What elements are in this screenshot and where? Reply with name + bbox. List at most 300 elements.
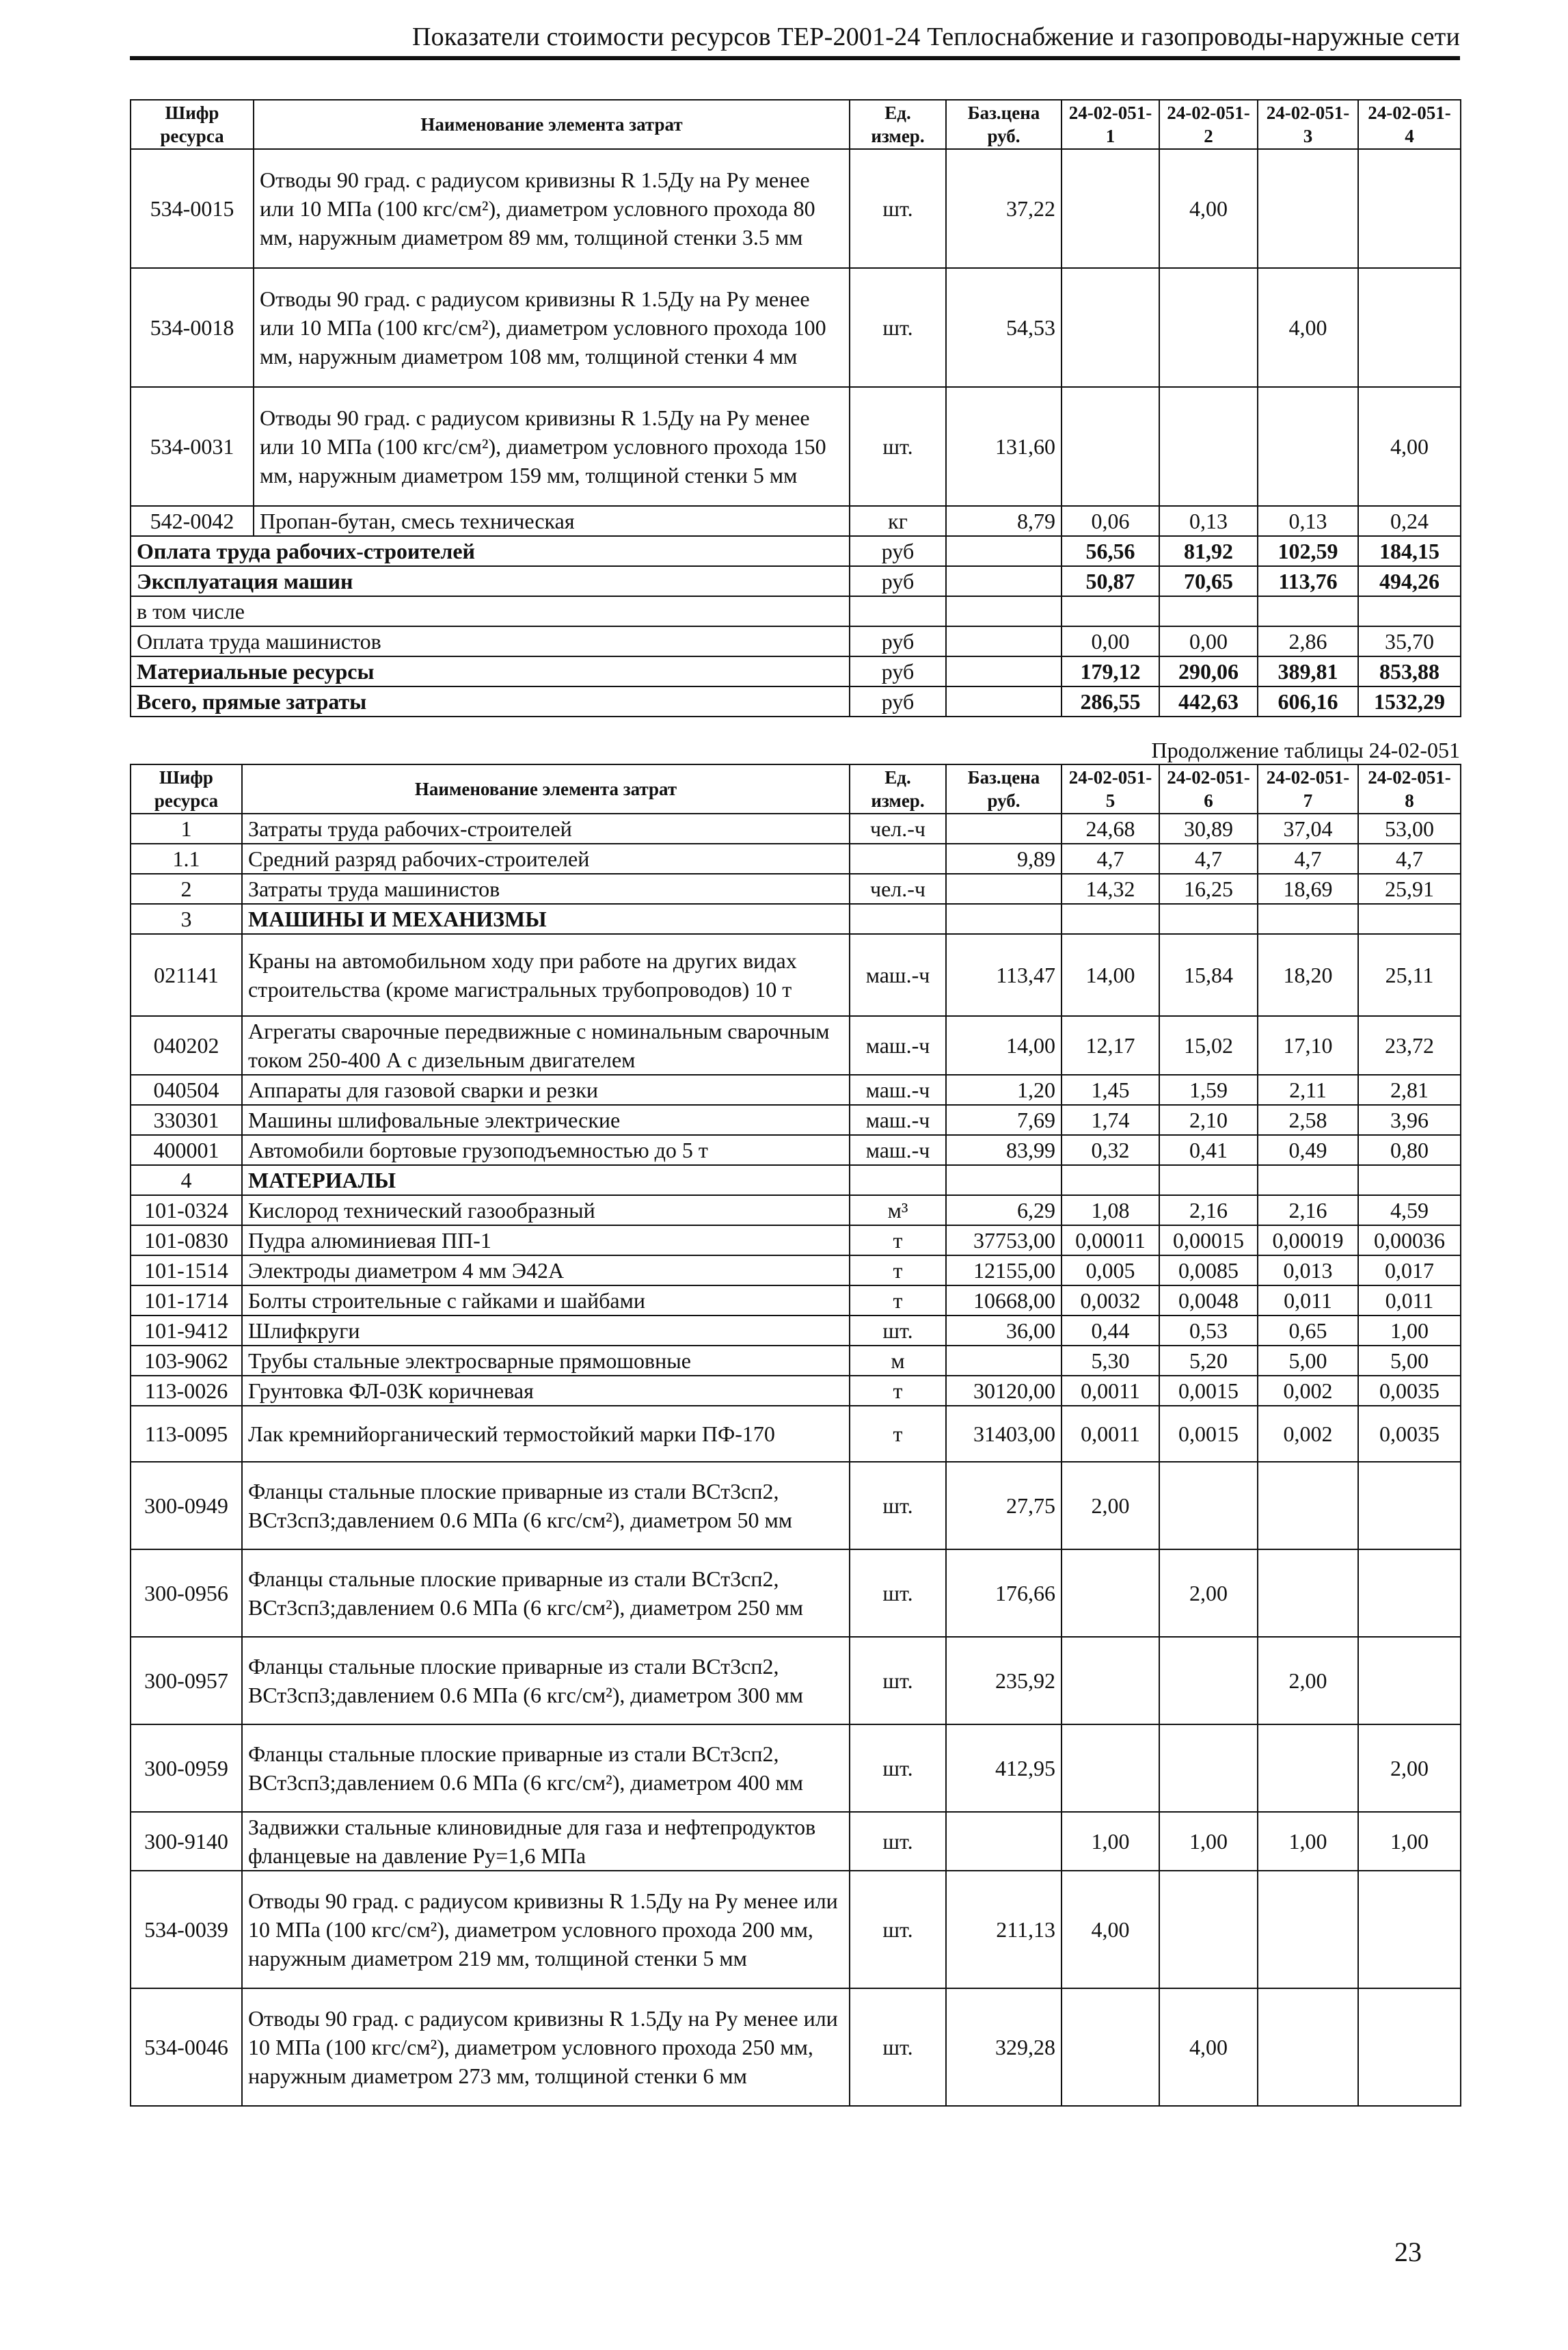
summary-value-cell: 81,92 [1159, 536, 1258, 566]
norm-value-cell: 0,13 [1159, 506, 1258, 536]
summary-value-cell: 290,06 [1159, 656, 1258, 686]
unit-cell: шт. [850, 149, 946, 268]
resource-code-cell: 101-0830 [131, 1225, 242, 1255]
col-header-c4: 24-02-051-4 [1358, 100, 1461, 149]
table-continuation-caption: Продолжение таблицы 24-02-051 [1151, 738, 1460, 762]
resource-name-cell: Задвижки стальные клиновидные для газа и нефтепродуктов фланцевые на давление Ру=1,6 МПа [242, 1812, 850, 1871]
resource-name-cell: Затраты труда рабочих-строителей [242, 814, 850, 844]
norm-value-cell: 0,24 [1358, 506, 1461, 536]
norm-value-cell: 0,80 [1358, 1135, 1461, 1165]
norm-value-cell [1358, 1165, 1461, 1195]
norm-value-cell: 0,13 [1258, 506, 1358, 536]
norm-value-cell: 2,10 [1159, 1105, 1258, 1135]
norm-value-cell: 0,41 [1159, 1135, 1258, 1165]
base-price-cell: 113,47 [946, 934, 1062, 1016]
resource-code-cell: 300-0949 [131, 1462, 242, 1549]
unit-cell [850, 1165, 946, 1195]
norm-value-cell: 0,0032 [1062, 1285, 1159, 1316]
resource-name-cell: МАТЕРИАЛЫ [242, 1165, 850, 1195]
norm-value-cell: 16,25 [1159, 874, 1258, 904]
norm-value-cell: 1,59 [1159, 1075, 1258, 1105]
norm-value-cell: 0,0015 [1159, 1376, 1258, 1406]
summary-value-cell: 0,00 [1159, 626, 1258, 656]
resource-code-cell: 534-0039 [131, 1871, 242, 1988]
norm-value-cell [1159, 1724, 1258, 1812]
table-row [131, 1871, 1461, 1988]
table-row [131, 1195, 1461, 1225]
summary-label-cell: Оплата труда машинистов [131, 626, 850, 656]
base-price-cell [946, 1165, 1062, 1195]
norm-value-cell [1159, 1462, 1258, 1549]
resource-code-cell: 534-0031 [131, 387, 254, 506]
norm-value-cell: 4,00 [1062, 1871, 1159, 1988]
norm-value-cell: 0,32 [1062, 1135, 1159, 1165]
base-price-cell: 9,89 [946, 844, 1062, 874]
table-row [131, 934, 1461, 1016]
table-row [131, 1285, 1461, 1316]
norm-value-cell: 5,30 [1062, 1346, 1159, 1376]
summary-value-cell [1258, 596, 1358, 626]
norm-value-cell [1159, 1637, 1258, 1724]
norm-value-cell: 5,00 [1258, 1346, 1358, 1376]
summary-value-cell [1159, 596, 1258, 626]
resource-code-cell: 021141 [131, 934, 242, 1016]
table-row [131, 1225, 1461, 1255]
base-price-cell [946, 874, 1062, 904]
resource-name-cell: Пудра алюминиевая ПП-1 [242, 1225, 850, 1255]
unit-cell: руб [850, 536, 946, 566]
col-header-unit: Ед. измер. [850, 100, 946, 149]
norm-value-cell [1358, 1462, 1461, 1549]
col-header-c5: 24-02-051-5 [1062, 764, 1159, 814]
resource-code-cell: 534-0018 [131, 268, 254, 387]
summary-value-cell: 389,81 [1258, 656, 1358, 686]
norm-value-cell: 0,0048 [1159, 1285, 1258, 1316]
resource-name-cell: Фланцы стальные плоские приварные из стали ВСт3сп2, ВСт3сп3;давлением 0.6 МПа (6 кгс/см²), диаметром 250 мм [242, 1549, 850, 1637]
norm-value-cell: 25,11 [1358, 934, 1461, 1016]
resource-name-cell: Лак кремнийорганический термостойкий марки ПФ-170 [242, 1406, 850, 1462]
base-price-cell: 329,28 [946, 1988, 1062, 2106]
resource-code-cell: 2 [131, 874, 242, 904]
norm-value-cell: 4,59 [1358, 1195, 1461, 1225]
norm-value-cell: 1,00 [1358, 1812, 1461, 1871]
norm-value-cell: 0,013 [1258, 1255, 1358, 1285]
summary-value-cell: 0,00 [1062, 626, 1159, 656]
norm-value-cell [1062, 149, 1159, 268]
col-header-c3: 24-02-051-3 [1258, 100, 1358, 149]
unit-cell: руб [850, 686, 946, 717]
resource-code-cell: 300-0956 [131, 1549, 242, 1637]
resource-name-cell: Фланцы стальные плоские приварные из стали ВСт3сп2, ВСт3сп3;давлением 0.6 МПа (6 кгс/см²), диаметром 400 мм [242, 1724, 850, 1812]
base-price-cell: 83,99 [946, 1135, 1062, 1165]
resource-code-cell: 1 [131, 814, 242, 844]
base-price-cell: 412,95 [946, 1724, 1062, 1812]
base-price-cell: 30120,00 [946, 1376, 1062, 1406]
norm-value-cell: 25,91 [1358, 874, 1461, 904]
col-header-c8: 24-02-051-8 [1358, 764, 1461, 814]
table-row [131, 874, 1461, 904]
resource-name-cell: Средний разряд рабочих-строителей [242, 844, 850, 874]
norm-value-cell: 4,00 [1159, 1988, 1258, 2106]
resource-table-b [130, 764, 1461, 2107]
norm-value-cell [1258, 1871, 1358, 1988]
unit-cell: маш.-ч [850, 1135, 946, 1165]
unit-cell: т [850, 1406, 946, 1462]
page-header-title: Показатели стоимости ресурсов ТЕР-2001-24 Теплоснабжение и газопроводы-наружные сети [412, 23, 1460, 51]
summary-value-cell [1062, 596, 1159, 626]
norm-value-cell [1258, 1988, 1358, 2106]
norm-value-cell: 0,44 [1062, 1316, 1159, 1346]
norm-value-cell: 0,011 [1358, 1285, 1461, 1316]
resource-code-cell: 300-9140 [131, 1812, 242, 1871]
norm-value-cell: 4,00 [1258, 268, 1358, 387]
summary-row [131, 596, 1461, 626]
norm-value-cell: 2,00 [1159, 1549, 1258, 1637]
unit-cell: шт. [850, 1812, 946, 1871]
norm-value-cell: 1,00 [1062, 1812, 1159, 1871]
summary-label-cell: Материальные ресурсы [131, 656, 850, 686]
norm-value-cell: 23,72 [1358, 1016, 1461, 1075]
norm-value-cell: 17,10 [1258, 1016, 1358, 1075]
summary-value-cell: 35,70 [1358, 626, 1461, 656]
resource-code-cell: 400001 [131, 1135, 242, 1165]
col-header-c6: 24-02-051-6 [1159, 764, 1258, 814]
base-price-cell: 1,20 [946, 1075, 1062, 1105]
unit-cell: шт. [850, 268, 946, 387]
resource-code-cell: 101-0324 [131, 1195, 242, 1225]
summary-row [131, 566, 1461, 596]
norm-value-cell: 0,00019 [1258, 1225, 1358, 1255]
norm-value-cell: 53,00 [1358, 814, 1461, 844]
norm-value-cell: 0,0011 [1062, 1406, 1159, 1462]
table-row [131, 1016, 1461, 1075]
table-row [131, 1075, 1461, 1105]
col-header-price: Баз.цена руб. [946, 100, 1062, 149]
norm-value-cell: 14,00 [1062, 934, 1159, 1016]
unit-cell: шт. [850, 1549, 946, 1637]
unit-cell [850, 596, 946, 626]
col-header-unit: Ед. измер. [850, 764, 946, 814]
unit-cell: руб [850, 626, 946, 656]
table-row [131, 1988, 1461, 2106]
norm-value-cell: 0,0085 [1159, 1255, 1258, 1285]
col-header-c2: 24-02-051-2 [1159, 100, 1258, 149]
table-row [131, 1724, 1461, 1812]
norm-value-cell: 0,65 [1258, 1316, 1358, 1346]
resource-name-cell: Кислород технический газообразный [242, 1195, 850, 1225]
norm-value-cell: 0,06 [1062, 506, 1159, 536]
unit-cell: маш.-ч [850, 934, 946, 1016]
norm-value-cell [1159, 268, 1258, 387]
base-price-cell [946, 686, 1062, 717]
resource-code-cell: 330301 [131, 1105, 242, 1135]
norm-value-cell: 0,0035 [1358, 1376, 1461, 1406]
resource-name-cell: Отводы 90 град. с радиусом кривизны R 1.5Ду на Ру менее или 10 МПа (100 кгс/см²), диаметром условного прохода 200 мм, наружным диаметром 219 мм, толщиной стенки 5 мм [242, 1871, 850, 1988]
norm-value-cell: 4,7 [1358, 844, 1461, 874]
resource-name-cell: Грунтовка ФЛ-03К коричневая [242, 1376, 850, 1406]
resource-code-cell: 101-9412 [131, 1316, 242, 1346]
table-row [131, 814, 1461, 844]
resource-code-cell: 040504 [131, 1075, 242, 1105]
table-row [131, 149, 1461, 268]
table-row [131, 1406, 1461, 1462]
unit-cell: шт. [850, 1988, 946, 2106]
table-row [131, 1105, 1461, 1135]
norm-value-cell: 3,96 [1358, 1105, 1461, 1135]
summary-value-cell [1358, 596, 1461, 626]
norm-value-cell [1258, 149, 1358, 268]
norm-value-cell [1358, 268, 1461, 387]
resource-code-cell: 103-9062 [131, 1346, 242, 1376]
base-price-cell: 7,69 [946, 1105, 1062, 1135]
norm-value-cell: 5,20 [1159, 1346, 1258, 1376]
summary-row [131, 686, 1461, 717]
resource-name-cell: Электроды диаметром 4 мм Э42А [242, 1255, 850, 1285]
summary-label-cell: Эксплуатация машин [131, 566, 850, 596]
base-price-cell: 235,92 [946, 1637, 1062, 1724]
resource-code-cell: 534-0015 [131, 149, 254, 268]
norm-value-cell: 14,32 [1062, 874, 1159, 904]
base-price-cell: 131,60 [946, 387, 1062, 506]
table-row [131, 1316, 1461, 1346]
norm-value-cell: 1,08 [1062, 1195, 1159, 1225]
summary-label-cell: Оплата труда рабочих-строителей [131, 536, 850, 566]
norm-value-cell: 15,02 [1159, 1016, 1258, 1075]
summary-value-cell: 442,63 [1159, 686, 1258, 717]
norm-value-cell: 18,20 [1258, 934, 1358, 1016]
base-price-cell: 37753,00 [946, 1225, 1062, 1255]
base-price-cell: 12155,00 [946, 1255, 1062, 1285]
norm-value-cell: 2,16 [1159, 1195, 1258, 1225]
col-header-code: Шифр ресурса [131, 100, 254, 149]
norm-value-cell [1358, 149, 1461, 268]
base-price-cell [946, 596, 1062, 626]
resource-name-cell: Краны на автомобильном ходу при работе на других видах строительства (кроме магистральных трубопроводов) 10 т [242, 934, 850, 1016]
unit-cell: руб [850, 566, 946, 596]
unit-cell [850, 844, 946, 874]
col-header-name: Наименование элемента затрат [254, 100, 850, 149]
norm-value-cell [1358, 904, 1461, 934]
norm-value-cell [1062, 268, 1159, 387]
norm-value-cell: 0,49 [1258, 1135, 1358, 1165]
norm-value-cell [1159, 1871, 1258, 1988]
norm-value-cell [1358, 1871, 1461, 1988]
base-price-cell: 36,00 [946, 1316, 1062, 1346]
base-price-cell: 6,29 [946, 1195, 1062, 1225]
norm-value-cell [1159, 1165, 1258, 1195]
resource-name-cell: Агрегаты сварочные передвижные с номинальным сварочным током 250-400 А с дизельным двигателем [242, 1016, 850, 1075]
norm-value-cell: 0,0011 [1062, 1376, 1159, 1406]
norm-value-cell: 24,68 [1062, 814, 1159, 844]
table-row [131, 1812, 1461, 1871]
norm-value-cell: 0,53 [1159, 1316, 1258, 1346]
norm-value-cell [1258, 1462, 1358, 1549]
resource-name-cell: Отводы 90 град. с радиусом кривизны R 1.5Ду на Ру менее или 10 МПа (100 кгс/см²), диаметром условного прохода 150 мм, наружным диаметром 159 мм, толщиной стенки 5 мм [254, 387, 850, 506]
unit-cell: т [850, 1285, 946, 1316]
resource-code-cell: 534-0046 [131, 1988, 242, 2106]
resource-name-cell: Отводы 90 град. с радиусом кривизны R 1.5Ду на Ру менее или 10 МПа (100 кгс/см²), диаметром условного прохода 80 мм, наружным диаметром 89 мм, толщиной стенки 3.5 мм [254, 149, 850, 268]
norm-value-cell [1258, 1724, 1358, 1812]
resource-code-cell: 101-1714 [131, 1285, 242, 1316]
base-price-cell [946, 536, 1062, 566]
unit-cell: м [850, 1346, 946, 1376]
resource-name-cell: Шлифкруги [242, 1316, 850, 1346]
norm-value-cell: 2,00 [1358, 1724, 1461, 1812]
unit-cell: чел.-ч [850, 814, 946, 844]
resource-code-cell: 040202 [131, 1016, 242, 1075]
unit-cell: шт. [850, 1316, 946, 1346]
norm-value-cell: 5,00 [1358, 1346, 1461, 1376]
unit-cell: маш.-ч [850, 1105, 946, 1135]
table-row [131, 1135, 1461, 1165]
resource-table-a [130, 99, 1461, 717]
unit-cell: чел.-ч [850, 874, 946, 904]
base-price-cell: 8,79 [946, 506, 1062, 536]
unit-cell: шт. [850, 1724, 946, 1812]
base-price-cell: 27,75 [946, 1462, 1062, 1549]
norm-value-cell [1159, 387, 1258, 506]
summary-value-cell: 853,88 [1358, 656, 1461, 686]
resource-name-cell: Машины шлифовальные электрические [242, 1105, 850, 1135]
table-row [131, 1346, 1461, 1376]
table-b-header-row [131, 764, 1461, 814]
norm-value-cell: 2,58 [1258, 1105, 1358, 1135]
summary-value-cell: 113,76 [1258, 566, 1358, 596]
summary-value-cell: 102,59 [1258, 536, 1358, 566]
col-header-code: Шифр ресурса [131, 764, 242, 814]
norm-value-cell [1358, 1637, 1461, 1724]
base-price-cell [946, 1346, 1062, 1376]
summary-row [131, 656, 1461, 686]
norm-value-cell: 0,00011 [1062, 1225, 1159, 1255]
norm-value-cell [1062, 387, 1159, 506]
norm-value-cell: 0,0035 [1358, 1406, 1461, 1462]
summary-value-cell: 70,65 [1159, 566, 1258, 596]
norm-value-cell [1358, 1988, 1461, 2106]
norm-value-cell: 0,017 [1358, 1255, 1461, 1285]
table-a-header-row [131, 100, 1461, 149]
base-price-cell: 54,53 [946, 268, 1062, 387]
summary-value-cell: 494,26 [1358, 566, 1461, 596]
norm-value-cell: 4,00 [1358, 387, 1461, 506]
norm-value-cell: 1,00 [1258, 1812, 1358, 1871]
norm-value-cell: 0,002 [1258, 1376, 1358, 1406]
norm-value-cell [1062, 1637, 1159, 1724]
resource-name-cell: МАШИНЫ И МЕХАНИЗМЫ [242, 904, 850, 934]
norm-value-cell: 4,7 [1159, 844, 1258, 874]
unit-cell: т [850, 1225, 946, 1255]
table-row [131, 268, 1461, 387]
resource-code-cell: 300-0959 [131, 1724, 242, 1812]
summary-value-cell: 1532,29 [1358, 686, 1461, 717]
resource-code-cell: 101-1514 [131, 1255, 242, 1285]
resource-name-cell: Затраты труда машинистов [242, 874, 850, 904]
resource-name-cell: Отводы 90 град. с радиусом кривизны R 1.5Ду на Ру менее или 10 МПа (100 кгс/см²), диаметром условного прохода 100 мм, наружным диаметром 108 мм, толщиной стенки 4 мм [254, 268, 850, 387]
table-row [131, 1255, 1461, 1285]
norm-value-cell: 0,00036 [1358, 1225, 1461, 1255]
unit-cell: т [850, 1376, 946, 1406]
resource-name-cell: Автомобили бортовые грузоподъемностью до 5 т [242, 1135, 850, 1165]
resource-name-cell: Пропан-бутан, смесь техническая [254, 506, 850, 536]
norm-value-cell [1258, 904, 1358, 934]
norm-value-cell: 4,00 [1159, 149, 1258, 268]
resource-code-cell: 300-0957 [131, 1637, 242, 1724]
base-price-cell [946, 626, 1062, 656]
base-price-cell: 211,13 [946, 1871, 1062, 1988]
table-row [131, 904, 1461, 934]
norm-value-cell: 18,69 [1258, 874, 1358, 904]
norm-value-cell [1062, 1549, 1159, 1637]
resource-name-cell: Аппараты для газовой сварки и резки [242, 1075, 850, 1105]
unit-cell: кг [850, 506, 946, 536]
resource-name-cell: Болты строительные с гайками и шайбами [242, 1285, 850, 1316]
norm-value-cell [1062, 1724, 1159, 1812]
base-price-cell: 176,66 [946, 1549, 1062, 1637]
norm-value-cell: 2,11 [1258, 1075, 1358, 1105]
norm-value-cell: 0,0015 [1159, 1406, 1258, 1462]
unit-cell: шт. [850, 1637, 946, 1724]
base-price-cell [946, 566, 1062, 596]
norm-value-cell: 4,7 [1258, 844, 1358, 874]
table-row [131, 844, 1461, 874]
norm-value-cell [1159, 904, 1258, 934]
resource-code-cell: 113-0026 [131, 1376, 242, 1406]
resource-name-cell: Фланцы стальные плоские приварные из стали ВСт3сп2, ВСт3сп3;давлением 0.6 МПа (6 кгс/см²), диаметром 300 мм [242, 1637, 850, 1724]
norm-value-cell [1258, 1165, 1358, 1195]
resource-name-cell: Фланцы стальные плоские приварные из стали ВСт3сп2, ВСт3сп3;давлением 0.6 МПа (6 кгс/см²), диаметром 50 мм [242, 1462, 850, 1549]
norm-value-cell: 12,17 [1062, 1016, 1159, 1075]
norm-value-cell: 0,005 [1062, 1255, 1159, 1285]
col-header-name: Наименование элемента затрат [242, 764, 850, 814]
norm-value-cell [1258, 387, 1358, 506]
table-row [131, 1376, 1461, 1406]
col-header-c7: 24-02-051-7 [1258, 764, 1358, 814]
resource-code-cell: 542-0042 [131, 506, 254, 536]
summary-row [131, 536, 1461, 566]
summary-value-cell: 179,12 [1062, 656, 1159, 686]
resource-code-cell: 1.1 [131, 844, 242, 874]
unit-cell: т [850, 1255, 946, 1285]
base-price-cell [946, 656, 1062, 686]
resource-code-cell: 3 [131, 904, 242, 934]
table-row [131, 387, 1461, 506]
base-price-cell: 10668,00 [946, 1285, 1062, 1316]
norm-value-cell: 1,00 [1159, 1812, 1258, 1871]
table-row [131, 1637, 1461, 1724]
norm-value-cell: 0,002 [1258, 1406, 1358, 1462]
table-row [131, 1462, 1461, 1549]
summary-value-cell: 606,16 [1258, 686, 1358, 717]
unit-cell: маш.-ч [850, 1016, 946, 1075]
norm-value-cell: 4,7 [1062, 844, 1159, 874]
norm-value-cell: 2,16 [1258, 1195, 1358, 1225]
norm-value-cell: 30,89 [1159, 814, 1258, 844]
base-price-cell: 31403,00 [946, 1406, 1062, 1462]
unit-cell: руб [850, 656, 946, 686]
summary-label-cell: Всего, прямые затраты [131, 686, 850, 717]
resource-code-cell: 113-0095 [131, 1406, 242, 1462]
norm-value-cell [1258, 1549, 1358, 1637]
unit-cell [850, 904, 946, 934]
summary-value-cell: 286,55 [1062, 686, 1159, 717]
norm-value-cell: 0,011 [1258, 1285, 1358, 1316]
unit-cell: м³ [850, 1195, 946, 1225]
base-price-cell: 37,22 [946, 149, 1062, 268]
col-header-price: Баз.цена руб. [946, 764, 1062, 814]
norm-value-cell: 1,00 [1358, 1316, 1461, 1346]
norm-value-cell: 0,00015 [1159, 1225, 1258, 1255]
unit-cell: маш.-ч [850, 1075, 946, 1105]
